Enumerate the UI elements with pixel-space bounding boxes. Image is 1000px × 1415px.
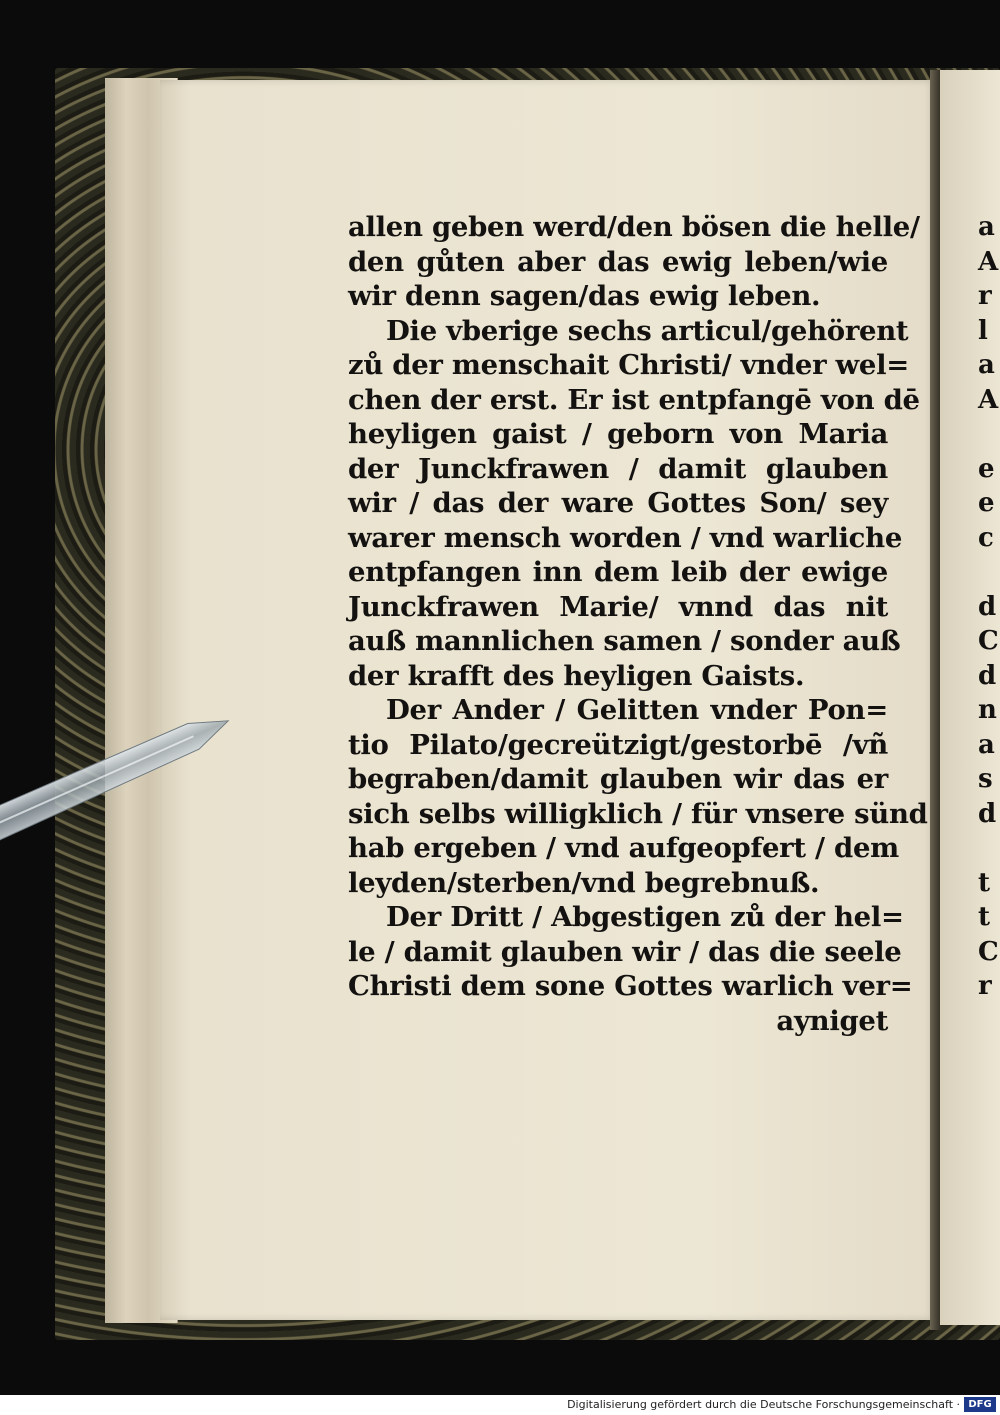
fragment: [978, 417, 1000, 452]
fragment: c: [978, 522, 994, 553]
fragment: r: [978, 281, 992, 311]
text-line: allen geben werd/den bösen die helle/: [348, 211, 920, 243]
text-line: Christi dem sone Gottes warlich ver=: [348, 970, 913, 1002]
fragment: a: [978, 729, 995, 760]
text-line: chen der erst. Er ist entpfangē von dē: [348, 383, 920, 416]
fragment: a: [978, 212, 995, 242]
fragment: e: [978, 453, 995, 484]
fragment: d: [978, 591, 997, 622]
text-line: leyden/sterben/vnd begrebnuß.: [348, 866, 820, 899]
dfg-logo: DFG: [964, 1397, 996, 1412]
fragment: C: [978, 936, 999, 967]
fragment: A: [978, 246, 999, 277]
fragment: d: [978, 798, 997, 829]
fragment: C: [978, 626, 999, 656]
fragment: A: [978, 384, 999, 415]
fragment: a: [978, 350, 995, 380]
text-line: warer mensch worden / vnd warliche: [348, 521, 903, 554]
text-line: zů der menschait Christi/ vnder wel=: [348, 349, 910, 381]
fragment: [978, 831, 1000, 866]
footer-bar: [0, 1395, 1000, 1415]
funding-credit: Digitalisierung gefördert durch die Deutsche Forschungsgemeinschaft ·: [567, 1398, 960, 1411]
text-line: begraben/damit glauben wir das er: [348, 763, 888, 795]
fragment: e: [978, 488, 995, 518]
fragment: d: [978, 660, 997, 691]
text-line: heyligen gaist / geborn von Maria: [348, 418, 888, 450]
text-line: le / damit glauben wir / das die seele: [348, 935, 902, 968]
fragment: s: [978, 764, 993, 794]
text-line: der krafft des heyligen Gaists.: [348, 659, 805, 692]
text-line: Die vberige sechs articul/gehörent: [386, 314, 909, 347]
fragment: t: [978, 902, 991, 932]
text-line: entpfangen inn dem leib der ewige: [348, 556, 888, 588]
text-line: sich selbs willigklich / für vnsere sünd: [348, 797, 928, 830]
text-line: der Junckfrawen / damit glauben: [348, 452, 888, 485]
text-line: auß mannlichen samen / sonder auß: [348, 625, 901, 657]
text-line: den gůten aber das ewig leben/wie: [348, 245, 888, 278]
text-line: wir denn sagen/das ewig leben.: [348, 280, 821, 312]
text-line: hab ergeben / vnd aufgeopfert / dem: [348, 832, 899, 864]
fragment: t: [978, 867, 991, 898]
fragment: n: [978, 695, 997, 725]
facing-page-text: [978, 210, 1000, 1004]
fragment: l: [978, 315, 988, 346]
text-line: Junckfrawen Marie/ vnnd das nit: [348, 590, 888, 623]
fragment: r: [978, 971, 992, 1001]
text-line: Der Ander / Gelitten vnder Pon=: [386, 694, 888, 726]
text-line: wir / das der ware Gottes Son/ sey: [348, 487, 888, 519]
catchword: ayniget: [776, 1004, 888, 1037]
fragment: [978, 555, 1000, 590]
main-text-block: [348, 210, 928, 1038]
text-line: Der Dritt / Abgestigen zů der hel=: [386, 901, 904, 933]
text-line: tio Pilato/gecreützigt/gestorbē /vñ: [348, 728, 888, 761]
